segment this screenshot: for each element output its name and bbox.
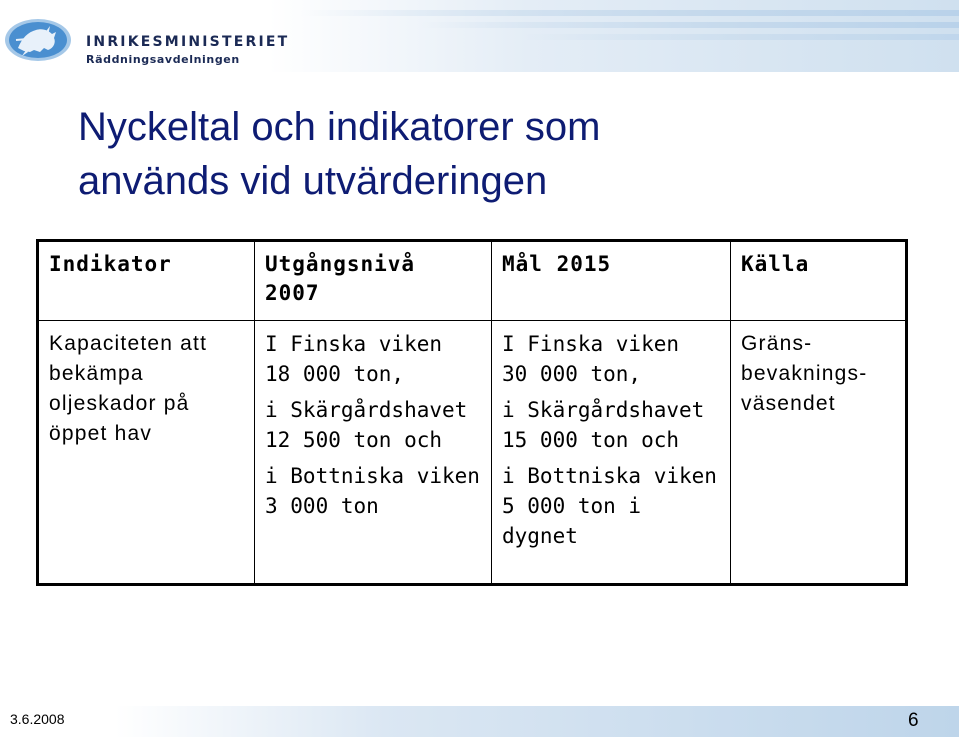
column-header-indikator: Indikator — [38, 241, 255, 321]
cell-text: i Bottniska viken — [502, 464, 717, 488]
cell-text: 12 500 ton och — [265, 428, 443, 452]
title-line: Nyckeltal och indikatorer som — [78, 105, 601, 149]
cell-text: 18 000 ton, — [265, 362, 405, 386]
org-department: Räddningsavdelningen — [86, 53, 240, 66]
title-line: används vid utvärderingen — [78, 159, 548, 203]
cell-text: I Finska viken — [265, 332, 443, 356]
cell-kalla — [731, 321, 907, 585]
cell-text: 5 000 ton i — [502, 494, 642, 518]
cell-text: 30 000 ton, — [502, 362, 642, 386]
page-title — [78, 100, 600, 208]
cell-text: oljeskador på — [49, 392, 190, 415]
cell-text: Kapaciteten att — [49, 332, 208, 355]
cell-mal — [492, 321, 731, 585]
cell-text: dygnet — [502, 524, 578, 548]
cell-text: bekämpa — [49, 362, 144, 385]
cell-text: väsendet — [741, 392, 836, 415]
column-header-kalla: Källa — [731, 241, 907, 321]
indicator-table — [36, 239, 908, 586]
table-row — [38, 321, 907, 585]
cell-text: 15 000 ton och — [502, 428, 680, 452]
org-name: INRIKESMINISTERIET — [86, 34, 290, 50]
cell-text: i Bottniska viken — [265, 464, 480, 488]
cell-text: i Skärgårdshavet — [265, 398, 468, 422]
header-stripe — [520, 34, 959, 40]
cell-text: i Skärgårdshavet — [502, 398, 705, 422]
cell-text: I Finska viken — [502, 332, 680, 356]
cell-text: bevaknings- — [741, 362, 868, 385]
column-header-mal: Mål 2015 — [492, 241, 731, 321]
finland-lion-emblem-icon — [4, 18, 72, 62]
footer-date: 3.6.2008 — [10, 711, 65, 727]
cell-text: öppet hav — [49, 422, 153, 445]
header-stripe — [300, 10, 959, 16]
footer-band — [0, 706, 959, 737]
cell-indikator — [38, 321, 255, 585]
cell-utgangsniva — [255, 321, 492, 585]
cell-text: 3 000 ton — [265, 494, 379, 518]
column-header-utgangsniva: Utgångsnivå 2007 — [255, 241, 492, 321]
table-header-row — [38, 241, 907, 321]
page-number: 6 — [908, 710, 919, 731]
cell-text: Gräns- — [741, 332, 813, 355]
header-stripe — [420, 22, 959, 28]
